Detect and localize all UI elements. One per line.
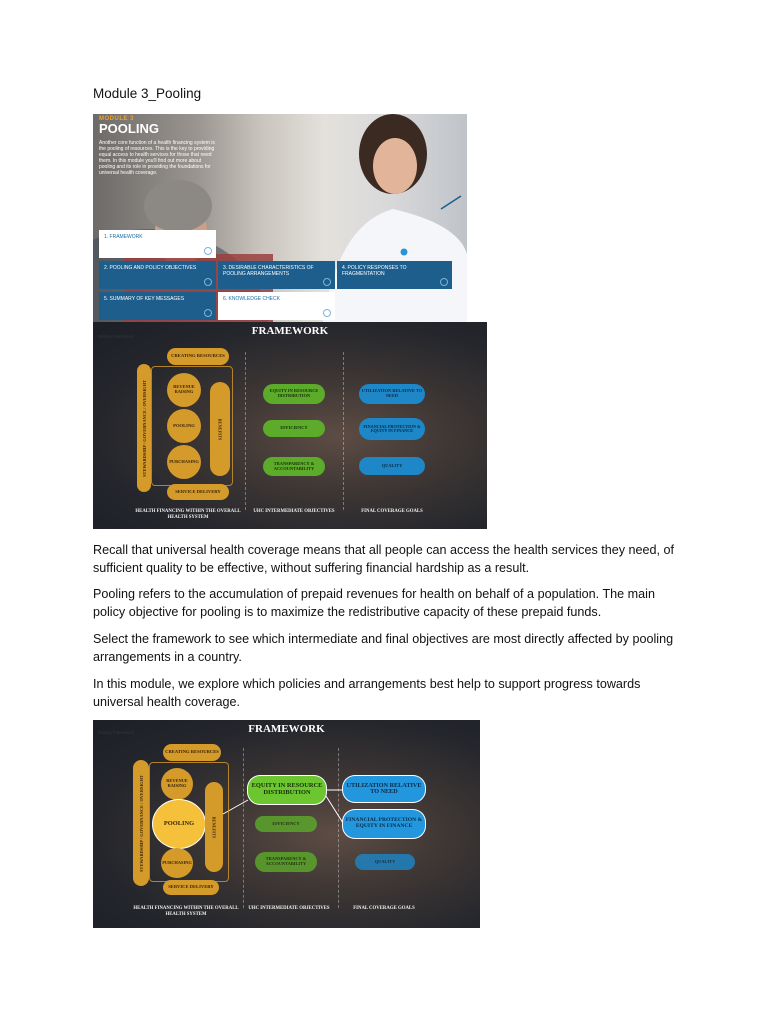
equity-resource-distribution-pill-highlighted: EQUITY IN RESOURCE DISTRIBUTION bbox=[248, 776, 326, 804]
revenue-raising-circle: REVENUE RAISING bbox=[161, 768, 193, 800]
benefits-label: BENEFITS bbox=[217, 418, 223, 440]
pooling-circle: POOLING bbox=[167, 409, 201, 443]
benefits-label: BENEFITS bbox=[211, 816, 217, 838]
paragraph-pooling-definition: Pooling refers to the accumulation of prepaid revenues for health on behalf of a population. The main policy objective for pooling is to maximize the redistributive capacity of these prepaid funds. bbox=[93, 587, 655, 619]
divider bbox=[245, 352, 246, 510]
framework-diagram[interactable] bbox=[93, 322, 487, 529]
tile-label: 2. POOLING AND POLICY OBJECTIVES bbox=[104, 265, 197, 271]
framework-heading: FRAMEWORK bbox=[248, 723, 325, 735]
purchasing-circle: PURCHASING bbox=[161, 848, 193, 878]
tile-label: 5. SUMMARY OF KEY MESSAGES bbox=[104, 296, 185, 302]
financial-protection-pill: FINANCIAL PROTECTION & EQUITY IN FINANCE bbox=[359, 418, 425, 440]
framework-heading: FRAMEWORK bbox=[251, 325, 329, 337]
stewardship-bar bbox=[137, 364, 151, 492]
service-delivery-pill: SERVICE DELIVERY bbox=[167, 484, 229, 500]
caption-health-financing: HEALTH FINANCING WITHIN THE OVERALL HEALTH SYSTEM bbox=[133, 906, 239, 917]
equity-resource-distribution-pill: EQUITY IN RESOURCE DISTRIBUTION bbox=[263, 384, 325, 404]
framework-corner-label: Display Framework bbox=[98, 334, 134, 339]
tile-circle-icon bbox=[204, 278, 212, 286]
caption-health-financing: HEALTH FINANCING WITHIN THE OVERALL HEALTH SYSTEM bbox=[135, 509, 241, 520]
module-banner-image[interactable] bbox=[93, 114, 467, 322]
tile-summary-key-messages[interactable] bbox=[99, 292, 216, 320]
module-title: POOLING bbox=[99, 121, 159, 136]
stewardship-bar bbox=[133, 760, 149, 886]
module-label: MODULE 3 bbox=[99, 116, 135, 122]
paragraph-module-explore: In this module, we explore which policies and arrangements best help to support progress towards universal health coverage. bbox=[93, 677, 641, 709]
benefits-bar bbox=[205, 782, 223, 872]
stewardship-label: STEWARDSHIP / GOVERNANCE / OVERSIGHT bbox=[138, 774, 144, 872]
utilization-relative-to-need-pill: UTILIZATION RELATIVE TO NEED bbox=[359, 384, 425, 404]
tile-label: 3. DESIRABLE CHARACTERISTICS OF POOLING ARRANGEMENTS bbox=[223, 265, 314, 277]
framework-corner-label: Display Framework bbox=[98, 730, 134, 735]
benefits-bar bbox=[210, 382, 230, 476]
efficiency-pill: EFFICIENCY bbox=[263, 420, 325, 437]
tile-circle-icon bbox=[323, 278, 331, 286]
tile-policy-responses[interactable] bbox=[337, 261, 452, 289]
financial-protection-pill-highlighted: FINANCIAL PROTECTION & EQUITY IN FINANCE bbox=[343, 810, 425, 838]
divider bbox=[343, 352, 344, 510]
document-title: Module 3_Pooling bbox=[93, 86, 202, 101]
tile-label: 6. KNOWLEDGE CHECK bbox=[223, 296, 280, 302]
service-delivery-pill: SERVICE DELIVERY bbox=[163, 880, 219, 895]
caption-final: FINAL COVERAGE GOALS bbox=[353, 906, 415, 911]
tile-label: 1. FRAMEWORK bbox=[104, 234, 143, 240]
transparency-accountability-pill: TRANSPARENCY & ACCOUNTABILITY bbox=[263, 457, 325, 476]
paragraph-select-framework: Select the framework to see which intermediate and final objectives are most directly affected by pooling arrangements in a country. bbox=[93, 632, 674, 664]
pooling-circle-highlighted[interactable]: POOLING bbox=[153, 800, 205, 848]
caption-final: FINAL COVERAGE GOALS bbox=[361, 509, 423, 514]
tile-knowledge-check[interactable] bbox=[218, 292, 335, 320]
caption-intermediate: UHC INTERMEDIATE OBJECTIVES bbox=[253, 509, 335, 514]
paragraph-uhc-definition: Recall that universal health coverage means that all people can access the health services they need, of sufficient quality to be effective, without suffering financial hardship as a result. bbox=[93, 543, 675, 575]
revenue-raising-circle: REVENUE RAISING bbox=[167, 373, 201, 407]
caption-intermediate: UHC INTERMEDIATE OBJECTIVES bbox=[248, 906, 330, 911]
purchasing-circle: PURCHASING bbox=[167, 445, 201, 479]
utilization-relative-to-need-pill-highlighted: UTILIZATION RELATIVE TO NEED bbox=[343, 776, 425, 802]
tile-framework[interactable] bbox=[99, 230, 216, 258]
creating-resources-pill: CREATING RESOURCES bbox=[163, 744, 221, 761]
tile-label: 4. POLICY RESPONSES TO FRAGMENTATION bbox=[342, 265, 407, 277]
module-description: Another core function of a health financing system is the pooling of resources. This is the key to providing equal access to health services for those that need them. In this module you'll find out more about pooling and its role in providing the foundations for universal health coverage. bbox=[99, 140, 215, 176]
efficiency-pill: EFFICIENCY bbox=[255, 816, 317, 832]
tile-desirable-characteristics[interactable] bbox=[218, 261, 335, 289]
stewardship-label: STEWARDSHIP / GOVERNANCE / OVERSIGHT bbox=[141, 379, 147, 477]
framework-diagram-pooling-highlighted[interactable] bbox=[93, 720, 480, 928]
tile-pooling-policy-objectives[interactable] bbox=[99, 261, 216, 289]
creating-resources-pill: CREATING RESOURCES bbox=[167, 348, 229, 365]
tile-circle-icon bbox=[440, 278, 448, 286]
quality-pill: QUALITY bbox=[359, 457, 425, 475]
quality-pill: QUALITY bbox=[355, 854, 415, 870]
tile-circle-icon bbox=[204, 247, 212, 255]
tile-circle-icon bbox=[204, 309, 212, 317]
transparency-accountability-pill: TRANSPARENCY & ACCOUNTABILITY bbox=[255, 852, 317, 872]
tile-circle-icon bbox=[323, 309, 331, 317]
